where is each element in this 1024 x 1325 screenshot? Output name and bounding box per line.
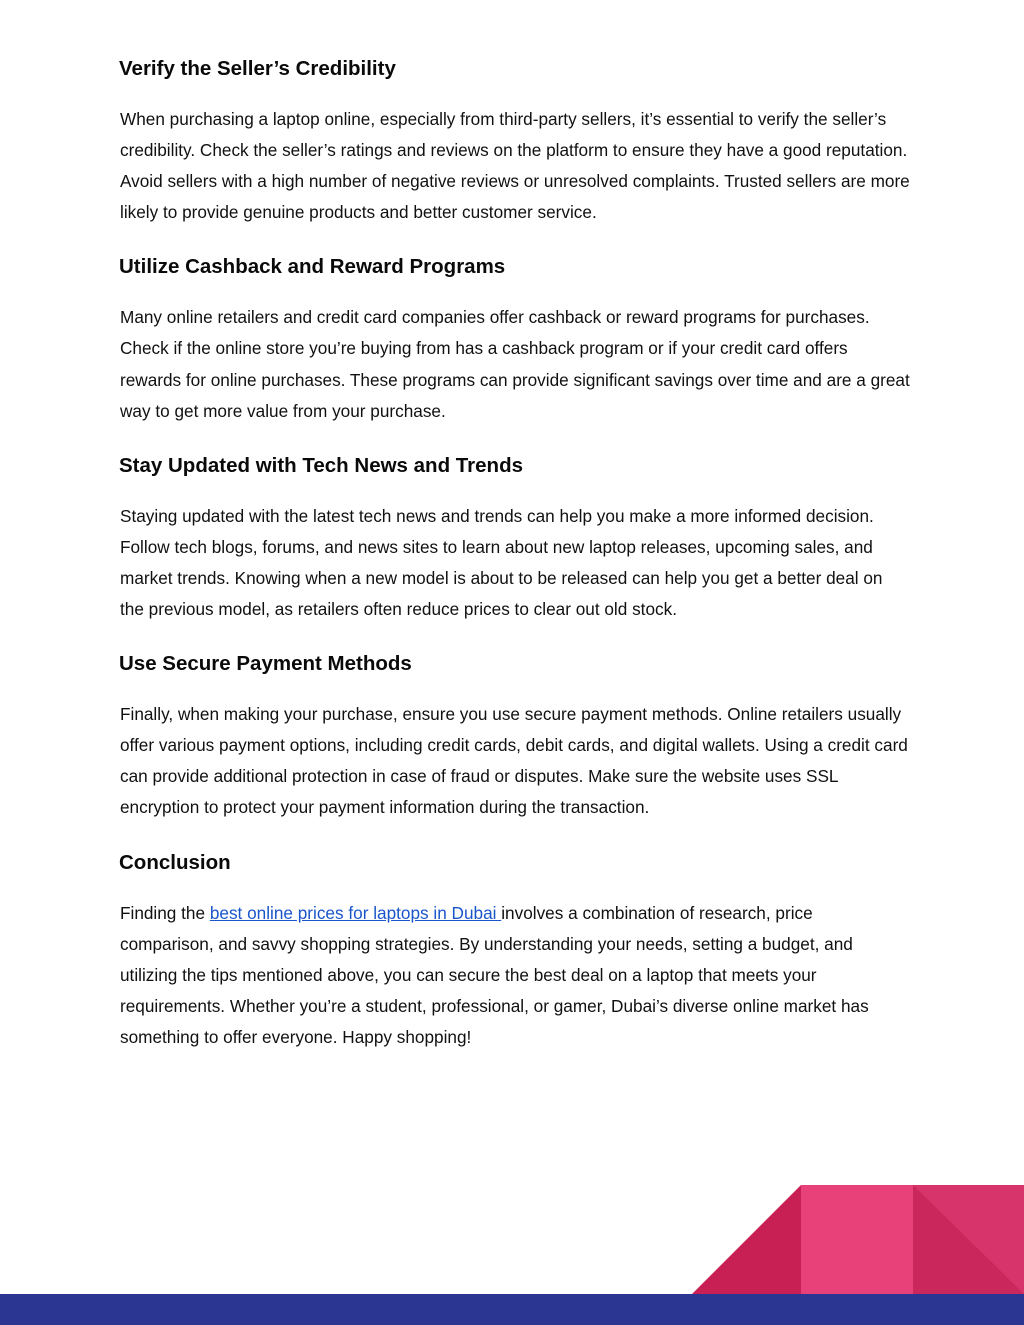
- decor-block-rose: [913, 1185, 1024, 1294]
- conclusion-text-end: involves a combination of research, price comparison, and savvy shopping strategies. By understanding your needs, setting a budget, and utilizing the tips mentioned above, you can secure the best deal on a laptop that meets your requirements. Whether you’re a student, professional, or gamer, Dubai’s diverse online market has something to offer everyone. Happy shopping!: [120, 902, 869, 1047]
- section-heading-cashback: Utilize Cashback and Reward Programs: [119, 255, 506, 279]
- section-body-cashback: Many online retailers and credit card companies offer cashback or reward programs for purchases. Check if the online store you’re buying from has a cashback program or if your credit card offers rewards for online purchases. These programs can provide significant savings over time and are a great way to get more value from your purchase.: [120, 307, 910, 421]
- conclusion-text-start: Finding the: [120, 902, 210, 923]
- section-heading-tech-news: Stay Updated with Tech News and Trends: [119, 453, 524, 477]
- best-prices-link[interactable]: best online prices for laptops in Dubai: [209, 902, 502, 923]
- section-heading-seller-credibility: Verify the Seller’s Credibility: [119, 57, 396, 80]
- section-body-secure-payment: Finally, when making your purchase, ensure you use secure payment methods. Online retailers usually offer various payment options, including credit cards, debit cards, and digital wallets. Using a credit card can provide additional protection in case of fraud or disputes. Make sure the website uses SSL encryption to protect your payment information during the transaction.: [120, 704, 908, 818]
- section-heading-conclusion: Conclusion: [119, 850, 231, 874]
- footer-bar: [0, 1294, 1024, 1325]
- decor-triangle-crimson: [692, 1185, 801, 1294]
- decor-fold-shadow: [913, 1185, 1024, 1294]
- section-body-tech-news: Staying updated with the latest tech news and trends can help you make a more informed decision. Follow tech blogs, forums, and news sites to learn about new laptop releases, upcoming sales, and market trends. Knowing when a new model is about to be released can help you get a better deal on the previous model, as retailers often reduce prices to clear out old stock.: [120, 505, 883, 620]
- decor-block-pink: [801, 1185, 913, 1294]
- section-heading-secure-payment: Use Secure Payment Methods: [119, 652, 412, 676]
- document-content: [120, 52, 910, 1075]
- section-body-seller-credibility: When purchasing a laptop online, especially from third-party sellers, it’s essential to verify the seller’s credibility. Check the seller’s ratings and reviews on the platform to ensure they have a good reputation. Avoid sellers with a high number of negative reviews or unresolved complaints. Trusted sellers are more likely to provide genuine products and better customer service.: [120, 109, 910, 223]
- section-body-conclusion: [120, 898, 910, 1053]
